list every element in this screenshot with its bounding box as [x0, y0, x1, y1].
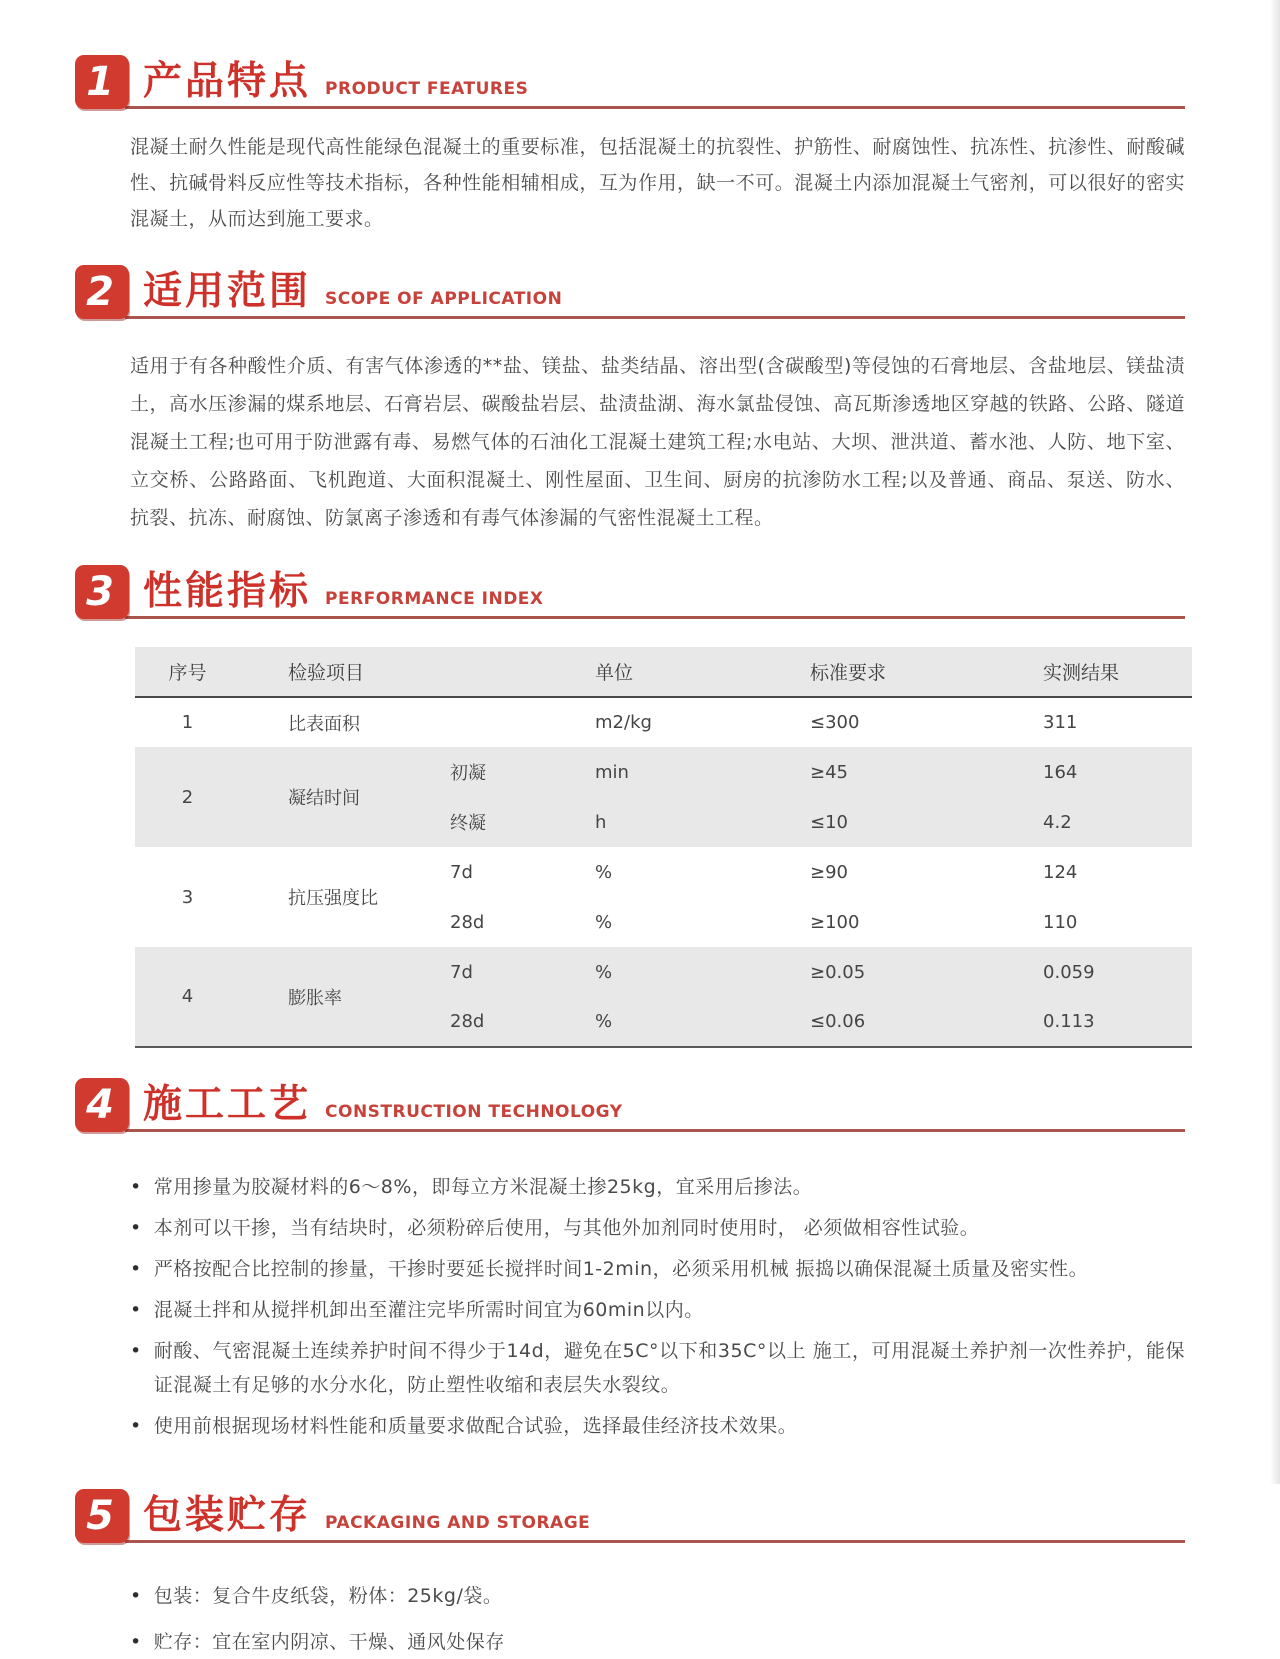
- table-cell: ≥45: [810, 761, 849, 783]
- table-cell: 初凝: [450, 763, 486, 784]
- table-cell: ≥100: [810, 911, 860, 933]
- section-header: [75, 565, 1185, 619]
- section-title-zh: 产品特点: [143, 59, 312, 105]
- section-number: 2: [86, 269, 114, 315]
- table-header-row: [135, 647, 1192, 697]
- table-cell: 0.113: [1043, 1011, 1095, 1032]
- table-cell: ≥90: [810, 861, 849, 883]
- packaging-bullet-list: [130, 1579, 1185, 1659]
- list-item-text: 包装：复合牛皮纸袋，粉体：25kg/袋。: [153, 1585, 503, 1607]
- bullet-icon: •: [130, 1176, 142, 1198]
- list-item: [130, 1170, 1185, 1204]
- table-cell: 7d: [450, 961, 473, 983]
- table-cell: %: [595, 961, 613, 983]
- section-title-rule: [125, 569, 1185, 619]
- section-title-en: PERFORMANCE INDEX: [325, 589, 544, 610]
- list-item-text: 使用前根据现场材料性能和质量要求做配合试验，选择最佳经济技术效果。: [153, 1415, 798, 1437]
- section-title-rule: [125, 1493, 1185, 1543]
- list-item: [130, 1334, 1185, 1402]
- section-title-rule: [125, 269, 1185, 319]
- section-performance-index: [75, 565, 1185, 1048]
- section-scope-of-application: [75, 265, 1185, 537]
- section-title-zh: 施工工艺: [143, 1082, 312, 1128]
- section-number-badge: [75, 265, 129, 319]
- section-number: 3: [86, 569, 114, 615]
- section-header: [75, 55, 1185, 109]
- table-cell: 4.2: [1043, 811, 1072, 833]
- list-item: [130, 1409, 1185, 1443]
- bullet-icon: •: [130, 1631, 142, 1653]
- section-header: [75, 265, 1185, 319]
- table-header-cell: 单位: [595, 662, 634, 684]
- construction-bullet-list: [130, 1170, 1185, 1443]
- table-cell: 0.059: [1043, 961, 1095, 983]
- section-title-zh: 适用范围: [143, 269, 312, 315]
- table-cell: ≤10: [810, 811, 849, 833]
- list-item: [130, 1252, 1185, 1286]
- section-title-en: PACKAGING AND STORAGE: [325, 1513, 591, 1534]
- table-cell: 比表面积: [288, 713, 360, 735]
- bullet-icon: •: [130, 1415, 142, 1437]
- section-title-en: CONSTRUCTION TECHNOLOGY: [325, 1102, 623, 1123]
- table-cell: ≤0.06: [810, 1011, 866, 1032]
- table-cell: 终凝: [450, 813, 486, 834]
- table-row: [135, 847, 1192, 897]
- section-title-en: PRODUCT FEATURES: [325, 79, 529, 100]
- table-cell: h: [595, 811, 607, 833]
- list-item-text: 耐酸、气密混凝土连续养护时间不得少于14d，避免在5C°以下和35C°以上 施工，可用混凝土养护剂一次性养护，能保证混凝土有足够的水分水化，防止塑性收缩和表层失水裂纹。: [153, 1340, 1185, 1396]
- list-item: [130, 1293, 1185, 1327]
- section-title-zh: 性能指标: [143, 569, 312, 615]
- table-cell: 2: [181, 786, 194, 808]
- table-cell: 抗压强度比: [288, 888, 378, 909]
- bullet-icon: •: [130, 1258, 142, 1280]
- table-cell: 110: [1043, 911, 1078, 933]
- section-title-rule: [125, 59, 1185, 109]
- table-cell: %: [595, 911, 613, 933]
- bullet-icon: •: [130, 1217, 142, 1239]
- table-cell: 124: [1043, 861, 1078, 883]
- section-header: [75, 1489, 1185, 1543]
- table-cell: 28d: [450, 911, 485, 933]
- list-item-text: 贮存：宜在室内阴凉、干燥、通风处保存: [153, 1631, 505, 1653]
- section-title-en: SCOPE OF APPLICATION: [325, 289, 563, 310]
- list-item: [130, 1211, 1185, 1245]
- section-packaging-storage: [75, 1489, 1185, 1659]
- table-cell: ≤300: [810, 712, 860, 733]
- table-row: [135, 747, 1192, 797]
- section-number-badge: [75, 1489, 129, 1543]
- bullet-icon: •: [130, 1340, 142, 1362]
- table-cell: 1: [181, 712, 194, 733]
- table-header-cell: 标准要求: [810, 662, 887, 684]
- table-cell: 164: [1043, 761, 1078, 783]
- section-paragraph: 混凝土耐久性能是现代高性能绿色混凝土的重要标准，包括混凝土的抗裂性、护筋性、耐腐蚀性、抗冻性、抗渗性、耐酸碱性、抗碱骨料反应性等技术指标，各种性能相辅相成，互为作用，缺一不可。混凝土内添加混凝土气密剂，可以很好的密实混凝土，从而达到施工要求。: [130, 136, 1185, 230]
- table-cell: m2/kg: [595, 712, 652, 733]
- table-cell: 3: [181, 886, 194, 908]
- section-number: 5: [86, 1493, 114, 1539]
- section-title-rule: [125, 1082, 1185, 1132]
- section-number-badge: [75, 1078, 129, 1132]
- list-item-text: 混凝土拌和从搅拌机卸出至灌注完毕所需时间宜为60min以内。: [153, 1299, 704, 1321]
- table-row: [135, 947, 1192, 997]
- table-header-cell: 实测结果: [1043, 662, 1120, 684]
- section-number-badge: [75, 565, 129, 619]
- section-product-features: [75, 55, 1185, 237]
- table-cell: 28d: [450, 1011, 485, 1032]
- list-item-text: 本剂可以干掺，当有结块时，必须粉碎后使用，与其他外加剂同时使用时， 必须做相容性试验。: [153, 1217, 980, 1239]
- list-item-text: 严格按配合比控制的掺量，干掺时要延长搅拌时间1-2min，必须采用机械 振捣以确保混凝土质量及密实性。: [153, 1258, 1089, 1280]
- list-item: [130, 1579, 1185, 1613]
- section-number-badge: [75, 55, 129, 109]
- section-construction-technology: [75, 1078, 1185, 1443]
- table-cell: ≥0.05: [810, 961, 866, 983]
- section-title-zh: 包装贮存: [143, 1493, 312, 1539]
- table-cell: 凝结时间: [288, 788, 360, 809]
- table-cell: 7d: [450, 861, 473, 883]
- table-header-cell: 检验项目: [288, 662, 365, 684]
- performance-index-table: [135, 647, 1192, 1048]
- list-item: [130, 1625, 1185, 1659]
- bullet-icon: •: [130, 1585, 142, 1607]
- section-number: 4: [86, 1082, 114, 1128]
- section-paragraph: 适用于有各种酸性介质、有害气体渗透的**盐、镁盐、盐类结晶、溶出型(含碳酸型)等侵蚀的石膏地层、含盐地层、镁盐渍土，高水压渗漏的煤系地层、石膏岩层、碳酸盐岩层、盐渍盐湖、海水氯盐侵蚀、高瓦斯渗透地区穿越的铁路、公路、隧道混凝土工程;也可用于防泄露有毒、易燃气体的石油化工混凝土建筑工程;水电站、大坝、泄洪道、蓄水池、人防、地下室、立交桥、公路路面、飞机跑道、大面积混凝土、刚性屋面、卫生间、厨房的抗渗防水工程;以及普通、商品、泵送、防水、抗裂、抗冻、耐腐蚀、防氯离子渗透和有毒气体渗漏的气密性混凝土工程。: [130, 355, 1185, 529]
- list-item-text: 常用掺量为胶凝材料的6～8%，即每立方米混凝土掺25kg，宜采用后掺法。: [153, 1176, 813, 1198]
- section-number: 1: [86, 59, 114, 105]
- table-cell: %: [595, 861, 613, 883]
- table-cell: 膨胀率: [288, 987, 342, 1009]
- section-header: [75, 1078, 1185, 1132]
- table-cell: 4: [181, 986, 194, 1007]
- table-cell: 311: [1043, 712, 1078, 733]
- table-row: [135, 697, 1192, 747]
- table-cell: %: [595, 1011, 613, 1032]
- bullet-icon: •: [130, 1299, 142, 1321]
- table-cell: min: [595, 761, 629, 783]
- table-header-cell: 序号: [168, 662, 207, 684]
